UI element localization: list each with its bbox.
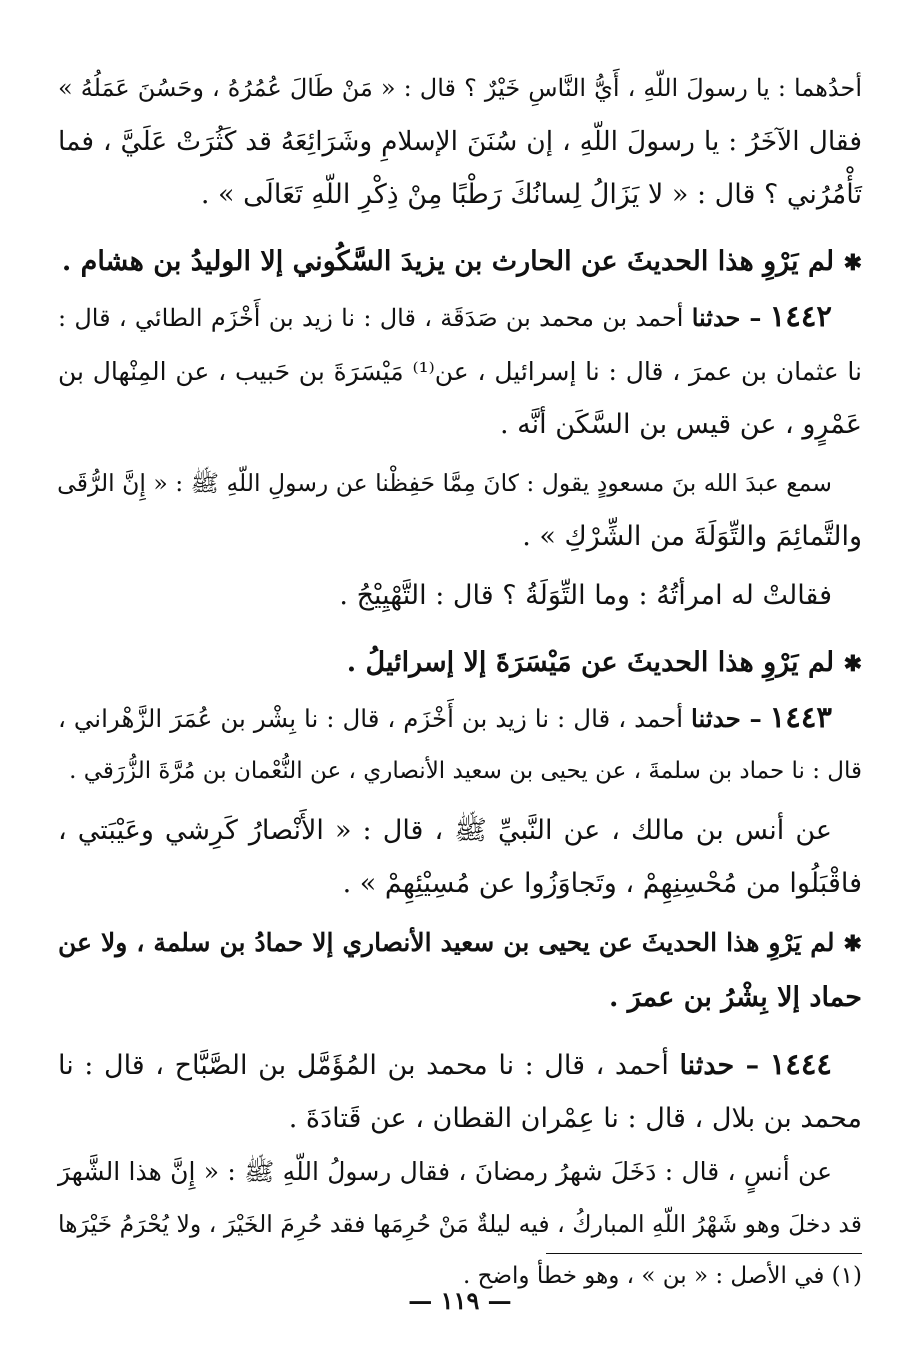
hadith-isnad-line: ١٤٤٢ – حدثنا أحمد بن محمد بن صَدَقَة ، قال : نا زيد بن أَخْزَم الطائي ، قال : bbox=[58, 299, 832, 333]
hadith-head: حدثنا bbox=[691, 303, 741, 332]
hadith-entry bbox=[58, 691, 862, 798]
text-line: عن أنسٍ ، قال : دَخَلَ شهرُ رمضانَ ، فقال رسولُ اللّهِ ﷺ : « إِنَّ هذا الشَّهرَ bbox=[58, 1157, 832, 1186]
hadith-matn bbox=[58, 1145, 862, 1251]
hadith-number: ١٤٤٣ bbox=[769, 700, 832, 734]
star-icon: ✱ bbox=[843, 250, 862, 276]
hadith-head: حدثنا bbox=[691, 704, 741, 733]
text-line: والتَّمائِمَ والتِّوَلَةَ من الشِّرْكِ » . bbox=[522, 521, 862, 552]
hadith-matn bbox=[58, 457, 862, 563]
text-line: فقال الآخَرُ : يا رسولَ اللّهِ ، إن سُنَنَ الإسلامِ وشَرَائِعَهُ قد كَثُرَتْ عَلَيَّ ، فما bbox=[58, 126, 862, 157]
hadith-note: ✱ لم يَرْوِ هذا الحديثَ عن مَيْسَرَةَ إلا إسرائيلُ . bbox=[346, 647, 862, 678]
hadith-isnad-line: ١٤٤٤ – حدثنا أحمد ، قال : نا محمد بن المُؤَمَّل بن الصَّبَّاح ، قال : نا bbox=[58, 1047, 832, 1081]
text-line: فقالتْ له امرأتُهُ : وما التِّوَلَةُ ؟ قال : التَّهْيِيْجُ . bbox=[339, 580, 832, 611]
text-line: عن أنس بن مالك ، عن النَّبيِّ ﷺ ، قال : « الأَنْصارُ كَرِشي وعَيْبَتي ، bbox=[58, 815, 832, 846]
text-line: سمع عبدَ الله بنَ مسعودٍ يقول : كانَ مِمَّا حَفِظْنا عن رسولِ اللّهِ ﷺ : « إِنَّ الرُّقَى bbox=[57, 469, 832, 497]
footnote: (١) في الأصل : « بن » ، وهو خطأ واضح . bbox=[463, 1263, 862, 1289]
text-line: محمد بن بلال ، قال : نا عِمْران القطان ، عن قَتادَةَ . bbox=[288, 1103, 862, 1134]
star-icon: ✱ bbox=[843, 651, 862, 677]
hadith-entry bbox=[58, 1038, 862, 1145]
text-line: تَأْمُرُني ؟ قال : « لا يَزَالُ لِسانُكَ رَطْبًا مِنْ ذِكْرِ اللّهِ تَعَالَى » . bbox=[200, 179, 862, 210]
hadith-number: ١٤٤٢ bbox=[769, 299, 832, 333]
text-line: عَمْرٍو ، عن قيس بن السَّكَن أنَّه . bbox=[499, 409, 862, 440]
text-paragraph bbox=[58, 62, 862, 221]
text-line: فاقْبَلُوا من مُحْسِنِهِمْ ، وتَجاوَزُوا عن مُسِيْئِهِمْ » . bbox=[342, 868, 862, 899]
text-line: نا عثمان بن عمرَ ، قال : نا إسرائيل ، عن⁽¹⁾ مَيْسَرَةَ بن حَبيب ، عن المِنْهال بن bbox=[58, 357, 862, 386]
star-icon: ✱ bbox=[843, 931, 862, 957]
hadith-entry bbox=[58, 290, 862, 451]
page-number: — ١١٩ — bbox=[408, 1286, 512, 1315]
hadith-head: حدثنا bbox=[679, 1050, 735, 1081]
hadith-isnad-line: ١٤٤٣ – حدثنا أحمد ، قال : نا زيد بن أَخْزَم ، قال : نا بِشْر بن عُمَرَ الزَّهْراني ، bbox=[58, 700, 832, 734]
text-line: قد دخلَ وهو شَهْرُ اللّهِ المباركُ ، فيه ليلةٌ مَنْ حُرِمَها فقد حُرِمَ الخَيْرَ ، ولا يُحْرَمُ خَيْرَها bbox=[58, 1210, 862, 1238]
text-line: أحدُهما : يا رسولَ اللّهِ ، أَيُّ النَّاسِ خَيْرٌ ؟ قال : « مَنْ طَالَ عُمُرُهُ ، وحَسُنَ عَمَلُهُ » bbox=[58, 74, 862, 102]
hadith-number: ١٤٤٤ bbox=[769, 1047, 832, 1081]
hadith-matn bbox=[58, 804, 862, 910]
hadith-note: ✱ لم يَرْوِ هذا الحديثَ عن الحارث بن يزيدَ السَّكُوني إلا الوليدُ بن هشام . bbox=[61, 246, 862, 277]
text-line: قال : نا حماد بن سلمةَ ، عن يحيى بن سعيد الأنصاري ، عن النُّعْمان بن مُرَّةَ الزُّرَقي . bbox=[69, 758, 862, 784]
hadith-note: ✱ لم يَرْوِ هذا الحديثَ عن يحيى بن سعيد الأنصاري إلا حمادُ بن سلمة ، ولا عن حماد إلا بِشْرُ بن عمرَ . bbox=[58, 928, 862, 1013]
